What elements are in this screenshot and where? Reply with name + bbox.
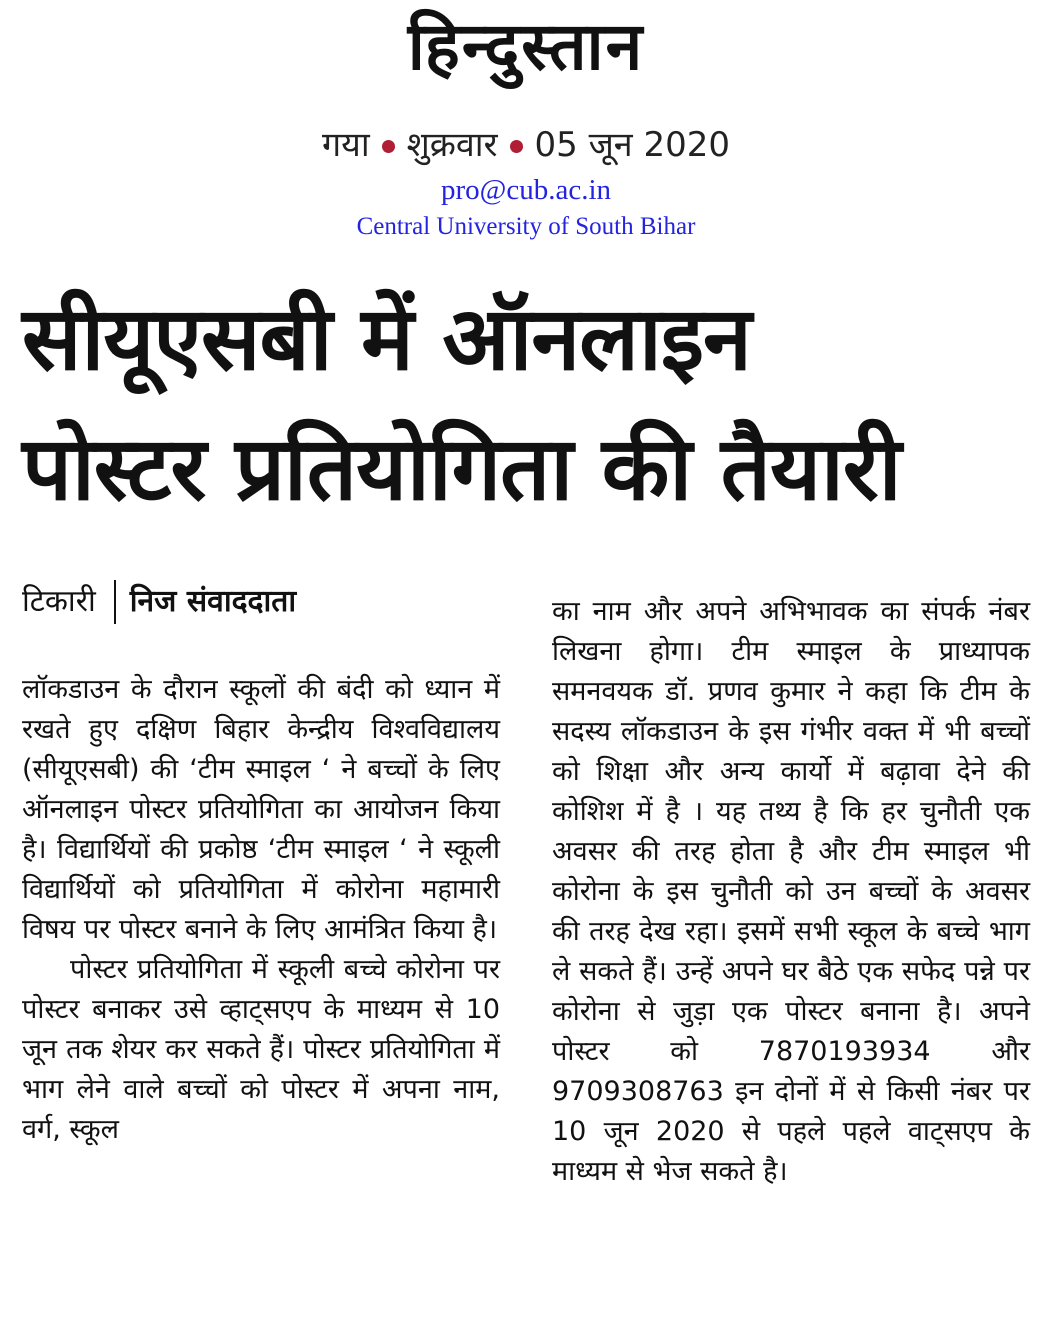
dateline-date: 05 जून 2020 [534, 125, 731, 165]
byline [22, 578, 296, 626]
university-name: Central University of South Bihar [356, 213, 696, 240]
dateline-city: गया [321, 125, 370, 165]
article-paragraph: का नाम और अपने अभिभावक का संपर्क नंबर लिखना होगा। टीम स्माइल के प्राध्यापक समनवयक डॉ. प्रणव कुमार ने कहा कि टीम के सदस्य लॉकडाउन के इस गंभीर वक्त में भी बच्चों को शिक्षा और अन्य कार्यो में बढ़ावा देने की कोशिश में है । यह तथ्य है कि हर चुनौती एक अवसर की तरह होता है और टीम स्माइल भी कोरोना के इस चुनौती को उन बच्चों के अवसर की तरह देख रहा। इसमें सभी स्कूल के बच्चे भाग ले सकते हैं। उन्हें अपने घर बैठे एक सफेद पन्ने पर कोरोना से जुड़ा एक पोस्टर बनाना है। अपने पोस्टर को 7870193934 और 9709308763 इन दोनों में से किसी नंबर पर 10 जून 2020 से पहले पहले वाट्सएप के माध्यम से भेज सकते है। [552, 596, 1030, 1187]
article-column-left [22, 670, 500, 1150]
contact-email: pro@cub.ac.in [440, 174, 612, 206]
dateline-separator-dot [510, 140, 523, 153]
dateline-day: शुक्रवार [406, 125, 498, 165]
article-column-right [552, 592, 1030, 1192]
dateline-separator-dot [382, 140, 395, 153]
dateline [0, 120, 1052, 170]
article-paragraph: लॉकडाउन के दौरान स्कूलों की बंदी को ध्यान में रखते हुए दक्षिण बिहार केन्द्रीय विश्वविद्यालय (सीयूएसबी) की ‘टीम स्माइल ‘ ने बच्चों के लिए ऑनलाइन पोस्टर प्रतियोगिता का आयोजन किया है। विद्यार्थियों की प्रकोष्ठ ‘टीम स्माइल ‘ ने स्कूली विद्यार्थियों को प्रतियोगिता में कोरोना महामारी विषय पर पोस्टर बनाने के लिए आमंत्रित किया है। [22, 674, 500, 945]
byline-place: टिकारी [22, 584, 96, 619]
article-paragraph: पोस्टर प्रतियोगिता में स्कूली बच्चे कोरोना पर पोस्टर बनाकर उसे व्हाट्सएप के माध्यम से 10 जून तक शेयर कर सकते हैं। पोस्टर प्रतियोगिता में भाग लेने वाले बच्चों को पोस्टर में अपना नाम, वर्ग, स्कूल [22, 954, 500, 1145]
headline-line-2: पोस्टर प्रतियोगिता की तैयारी [22, 417, 901, 520]
byline-reporter: निज संवाददाता [129, 584, 297, 619]
newspaper-masthead: हिन्दुस्तान [407, 7, 645, 85]
headline-line-1: सीयूएसबी में ऑनलाइन [22, 287, 751, 390]
byline-divider [114, 580, 116, 624]
